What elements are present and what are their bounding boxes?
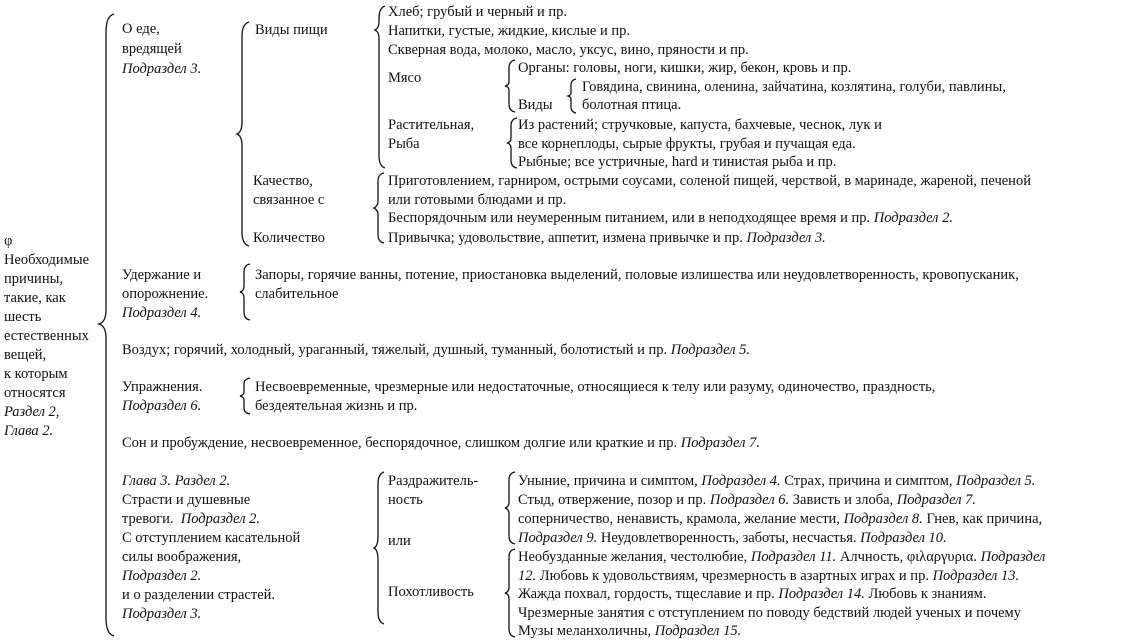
air-text: Воздух; горячий, холодный, ураганный, тяжелый, душный, туманный, болотистый и пр. Подраздел 5. <box>122 342 751 358</box>
habit-ref: Подраздел 3. <box>746 230 826 246</box>
sleep-text: Сон и пробуждение, несвоевременное, беспорядочное, слишком долгие или краткие и пр. Подраздел 7. <box>122 435 760 451</box>
kind-drinks: Напитки, густые, жидкие, кислые и пр. <box>388 23 630 39</box>
concup-line: Чрезмерные занятия с отступлением по поводу бедствий людей ученых и почему <box>518 605 1021 621</box>
meat-label: Мясо <box>388 70 422 86</box>
irasc-line: Уныние, причина и симптом, Подраздел 4. Страх, причина и симптом, Подраздел 5. <box>518 473 1036 489</box>
retention-ref: Подраздел 4. <box>122 305 202 321</box>
sleep-ref: Подраздел 7. <box>680 435 760 451</box>
disorder-text: Беспорядочным или неумеренным питанием, или в неподходящее время и пр. Подраздел 2. <box>388 210 953 226</box>
exercise-brace <box>238 376 252 416</box>
kinds-brace <box>373 4 387 170</box>
quantity-label: Количество <box>253 230 325 246</box>
concup-line: Музы меланхоличны, Подраздел 15. <box>518 623 742 639</box>
food-brace <box>235 20 251 248</box>
irasc-line: Стыд, отвержение, позор и пр. Подраздел 6. Зависть и злоба, Подраздел 7. <box>518 492 977 508</box>
veg-label: Растительная, <box>388 117 475 133</box>
meat-brace <box>503 58 517 114</box>
food-title: вредящей <box>122 41 182 57</box>
kinds-label: Виды пищи <box>255 22 328 38</box>
quality-text: или готовыми блюдами и пр. <box>388 192 567 208</box>
retention-title: Удержание и <box>122 267 202 283</box>
food-title: О еде, <box>122 21 160 37</box>
meat-types: Говядина, свинина, оленина, зайчатина, козлятина, голуби, павлины, <box>582 79 1006 95</box>
concup-line: Жажда похвал, гордость, тщеславие и пр. Подраздел 14. Любовь к знаниям. <box>518 586 987 602</box>
fish-text: Рыбные; все устричные, hard и тинистая рыба и пр. <box>518 154 837 170</box>
retention-text: слабительное <box>255 286 339 302</box>
types-label: Виды <box>518 97 553 113</box>
irasc-label: ность <box>388 492 423 508</box>
phi-mark: φ <box>4 233 13 249</box>
root-ref: Раздел 2, <box>4 404 60 420</box>
root-line: относятся <box>4 385 66 401</box>
root-line: шесть <box>4 309 42 325</box>
veg-text: Из растений; стручковые, капуста, бахчевые, чеснок, лук и <box>518 117 882 133</box>
concup-line: Необузданные желания, честолюбие, Подраздел 11. Алчность, φιλαργυρια. Подраздел <box>518 549 1046 565</box>
quality-text: Приготовлением, гарниром, острыми соусами, соленой пищей, черствой, в маринаде, жареной, печеной <box>388 173 1031 189</box>
food-ref: Подраздел 3. <box>122 61 202 77</box>
root-line: к которым <box>4 366 68 382</box>
root-line: такие, как <box>4 290 66 306</box>
root-line: вещей, <box>4 347 47 363</box>
veg-text: все корнеплоды, сырые фрукты, грубая и пучащая еда. <box>518 136 856 152</box>
root-line: Необходимые <box>4 252 90 268</box>
veg-brace <box>505 116 519 170</box>
disorder-ref: Подраздел 2. <box>873 210 953 226</box>
meat-types: болотная птица. <box>582 97 682 113</box>
retention-brace <box>238 262 252 322</box>
kind-water: Скверная вода, молоко, масло, уксус, вино, пряности и пр. <box>388 42 749 58</box>
air-ref: Подраздел 5. <box>670 342 751 358</box>
types-brace <box>566 77 578 115</box>
exercise-title: Упражнения. <box>122 379 203 395</box>
concup-label: Похотливость <box>388 584 474 600</box>
passions-line: Страсти и душевные <box>122 492 251 508</box>
passions-line: и о разделении страстей. <box>122 587 276 603</box>
irasc-line: Подраздел 9. Неудовлетворенность, заботы, несчастья. Подраздел 10. <box>518 530 947 546</box>
passions-line: С отступлением касательной <box>122 530 301 546</box>
root-line: причины, <box>4 271 63 287</box>
passions-ref: Подраздел 2. <box>122 568 202 584</box>
root-ref: Глава 2. <box>4 423 54 439</box>
exercise-text: Несвоевременные, чрезмерные или недостаточные, относящиеся к телу или разуму, одиночество, праздность, <box>255 379 936 395</box>
meat-organs: Органы: головы, ноги, кишки, жир, бекон, кровь и пр. <box>518 60 852 76</box>
irasc-line: соперничество, ненависть, крамола, желание мести, Подраздел 8. Гнев, как причина, <box>518 511 1043 527</box>
quality-brace <box>372 171 386 245</box>
passions-line: силы воображения, <box>122 549 242 565</box>
concup-brace <box>503 547 517 639</box>
kind-bread: Хлеб; грубый и черный и пр. <box>388 4 568 20</box>
retention-title: опорожнение. <box>122 286 209 302</box>
root-brace <box>97 12 117 638</box>
exercise-text: бездеятельная жизнь и пр. <box>255 398 418 414</box>
passions-ref: Подраздел 3. <box>122 606 202 622</box>
irasc-label: Раздражитель- <box>388 473 479 489</box>
exercise-ref: Подраздел 6. <box>122 398 202 414</box>
quality-label: Качество, <box>253 173 313 189</box>
passions-ref: Подраздел 2. <box>180 511 261 527</box>
passions-brace <box>372 470 386 626</box>
habit-text: Привычка; удовольствие, аппетит, измена привычке и пр. Подраздел 3. <box>388 230 826 246</box>
retention-text: Запоры, горячие ванны, потение, приостановка выделений, половые излишества или неудовлетворенность, кровопусканик, <box>255 267 1019 283</box>
passions-line: тревоги. Подраздел 2. <box>122 511 261 527</box>
passions-chapter: Глава 3. Раздел 2. <box>122 473 231 489</box>
irasc-brace <box>503 470 517 546</box>
or-label: или <box>388 533 411 549</box>
veg-label: Рыба <box>388 136 420 152</box>
root-line: естественных <box>4 328 89 344</box>
quality-label: связанное с <box>253 192 325 208</box>
concup-line: 12. Любовь к удовольствиям, чрезмерность в азартных играх и пр. Подраздел 13. <box>518 568 1020 584</box>
